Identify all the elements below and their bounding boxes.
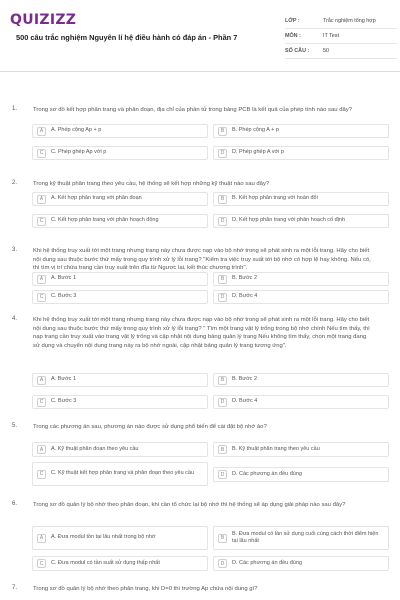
option-text: B. Bước 2 [232, 275, 258, 282]
option-letter: A [37, 445, 46, 454]
option-b[interactable] [213, 373, 389, 387]
option-letter: D [218, 559, 227, 568]
option-text: D. Bước 4 [232, 293, 258, 300]
option-letter: A [37, 534, 46, 543]
option-text: D. Kết hợp phân trang với phân hoạch cố định [232, 217, 346, 224]
quizizz-logo: QUIZIZZ [10, 12, 77, 28]
option-text: D. Bước 4 [232, 398, 258, 405]
option-text: C. Bước 3 [51, 398, 77, 405]
option-c[interactable] [32, 556, 208, 571]
option-letter: A [37, 195, 46, 204]
option-text: A. Bước 1 [51, 275, 77, 282]
question-text: Trong sơ đồ quản lý bộ nhớ theo phân đoạn, khi cần tổ chức lại bộ nhớ thì hệ thống sẽ áp dụng giải pháp nào sau đây? [33, 502, 346, 508]
meta-value: 50 [323, 48, 329, 54]
option-text: D. Các phương án đều đúng [232, 470, 302, 477]
option-text: A. Đưa modul tồn tại lâu nhất trong bộ nhớ [51, 534, 156, 541]
option-text: C. Đưa modul có tần suất sử dụng thấp nhất [51, 559, 160, 566]
meta-row-subject [285, 29, 397, 44]
option-text: C. Phép ghép Ap với p [51, 149, 107, 156]
option-text: B. Kỹ thuật phân trang theo yêu cầu [232, 445, 320, 452]
option-letter: C [37, 559, 46, 568]
option-d[interactable] [213, 395, 389, 409]
option-text: B. Bước 2 [232, 376, 258, 383]
question-text: Trong sơ đồ kết hợp phân trang và phân đoạn, địa chỉ của phần tử trong bảng PCB là kết quả của phép tính nào sau đây? [33, 107, 352, 113]
option-letter: B [218, 376, 227, 385]
option-c[interactable] [32, 395, 208, 409]
option-text: C. Bước 3 [51, 293, 77, 300]
question-number: 1. [12, 106, 18, 112]
option-a[interactable] [32, 192, 208, 206]
option-letter: C [37, 217, 46, 226]
option-b[interactable] [213, 124, 389, 138]
option-letter: C [37, 293, 46, 302]
option-a[interactable] [32, 442, 208, 457]
option-b[interactable] [213, 526, 389, 550]
option-letter: B [218, 127, 227, 136]
option-text: C. Kết hợp phân trang với phân hoạch động [51, 217, 159, 224]
option-b[interactable] [213, 272, 389, 286]
option-letter: D [218, 293, 227, 302]
option-text: B. Phép cộng A + p [232, 127, 279, 134]
question-number: 5. [12, 423, 18, 429]
option-text: A. Phép cộng Ap + p [51, 127, 102, 134]
option-letter: C [37, 149, 46, 158]
option-letter: A [37, 275, 46, 284]
question-number: 4. [12, 316, 18, 322]
option-letter: D [218, 470, 227, 479]
question-text: Trong sơ đồ quản lý bộ nhớ theo phân trang, khi D=0 thì trường Ap chứa nội dung gì? [33, 586, 258, 592]
question-number: 2. [12, 180, 18, 186]
option-c[interactable] [32, 214, 208, 228]
option-c[interactable] [32, 146, 208, 160]
option-a[interactable] [32, 272, 208, 286]
option-d[interactable] [213, 556, 389, 571]
option-c[interactable] [32, 290, 208, 304]
option-text: A. Kết hợp phân trang với phân đoạn [51, 195, 142, 202]
option-letter: B [218, 534, 227, 543]
meta-key: SỐ CÂU : [285, 48, 310, 54]
page-header [0, 0, 400, 72]
meta-value: Trắc nghiệm tổng hợp [323, 18, 376, 24]
meta-key: MÔN : [285, 33, 301, 39]
option-text: D. Phép ghép A với p [232, 149, 284, 156]
option-text: D. Các phương án đều đúng [232, 559, 302, 566]
meta-value: IT Test [323, 33, 339, 39]
option-b[interactable] [213, 442, 389, 457]
option-d[interactable] [213, 146, 389, 160]
option-letter: D [218, 398, 227, 407]
option-letter: B [218, 445, 227, 454]
option-a[interactable] [32, 373, 208, 387]
option-text: B. Đưa modul có lần sử dụng cuối cùng cách thời điểm hiện tại lâu nhất [232, 530, 379, 544]
option-text: C. Kỹ thuật kết hợp phân trang và phân đoạn theo yêu cầu [51, 470, 195, 477]
question-number: 3. [12, 247, 18, 253]
option-d[interactable] [213, 467, 389, 482]
page-title: 500 câu trắc nghiệm Nguyên lí hệ điều hành có đáp án - Phần 7 [16, 33, 238, 42]
option-b[interactable] [213, 192, 389, 206]
option-letter: B [218, 195, 227, 204]
option-text: A. Bước 1 [51, 376, 77, 383]
meta-row-count [285, 44, 397, 59]
option-letter: B [218, 275, 227, 284]
meta-table [285, 14, 397, 59]
question-text: Khi hệ thống truy xuất tới một trang nhưng trang này chưa được nạp vào bộ nhớ trong sẽ phát sinh ra một lỗi trang. Hãy cho biết nội dung sau thuộc bước thứ mấy trong quy trình xử lý lỗi trang? "Kiểm tra việc truy xuất tới bộ nhớ có hợp lệ hay không. Nếu có, thì tìm vị trí chứa trang cần truy xuất trên đĩa từ Ngược lại, kết thúc chương trình". [33, 248, 371, 272]
option-d[interactable] [213, 214, 389, 228]
question-text: Trong các phương án sau, phương án nào được sử dụng phổ biến để cài đặt bộ nhớ ảo? [33, 424, 267, 430]
option-text: A. Kỹ thuật phân đoạn theo yêu cầu [51, 445, 139, 452]
option-letter: A [37, 376, 46, 385]
option-d[interactable] [213, 290, 389, 304]
question-text: Trong kỹ thuật phân trang theo yêu cầu, hệ thống sẽ kết hợp những kỹ thuật nào sau đây? [33, 181, 270, 187]
option-letter: D [218, 149, 227, 158]
option-c[interactable] [32, 462, 208, 486]
question-text: Khi hệ thống truy xuất tới một trang nhưng trang này chưa được nạp vào bộ nhớ trong sẽ phát sinh ra một lỗi trang. Hãy cho biết nội dung sau thuộc bước thứ mấy trong quy trình xử lý lỗi trang? " Tìm một trang vật lý trống trong bộ nhớ chính Nếu tìm thấy, thì nạp trang cần truy xuất vào trang vật lý trống và cập nhật nội dung bảng quản lý trang Nếu không tìm thấy, chọn một trang đang sử dụng và chuyển nội dung trang này ra bộ nhớ ngoài, cập nhật bảng quản lý trang tương ứng". [33, 317, 370, 349]
option-text: B. Kết hợp phân trang với hoán đổi [232, 195, 318, 202]
question-number: 7. [12, 585, 18, 591]
option-letter: C [37, 398, 46, 407]
option-letter: C [37, 470, 46, 479]
option-a[interactable] [32, 124, 208, 138]
option-letter: A [37, 127, 46, 136]
meta-row-class [285, 14, 397, 29]
meta-key: LỚP : [285, 18, 300, 24]
option-a[interactable] [32, 526, 208, 550]
question-number: 6. [12, 501, 18, 507]
option-letter: D [218, 217, 227, 226]
